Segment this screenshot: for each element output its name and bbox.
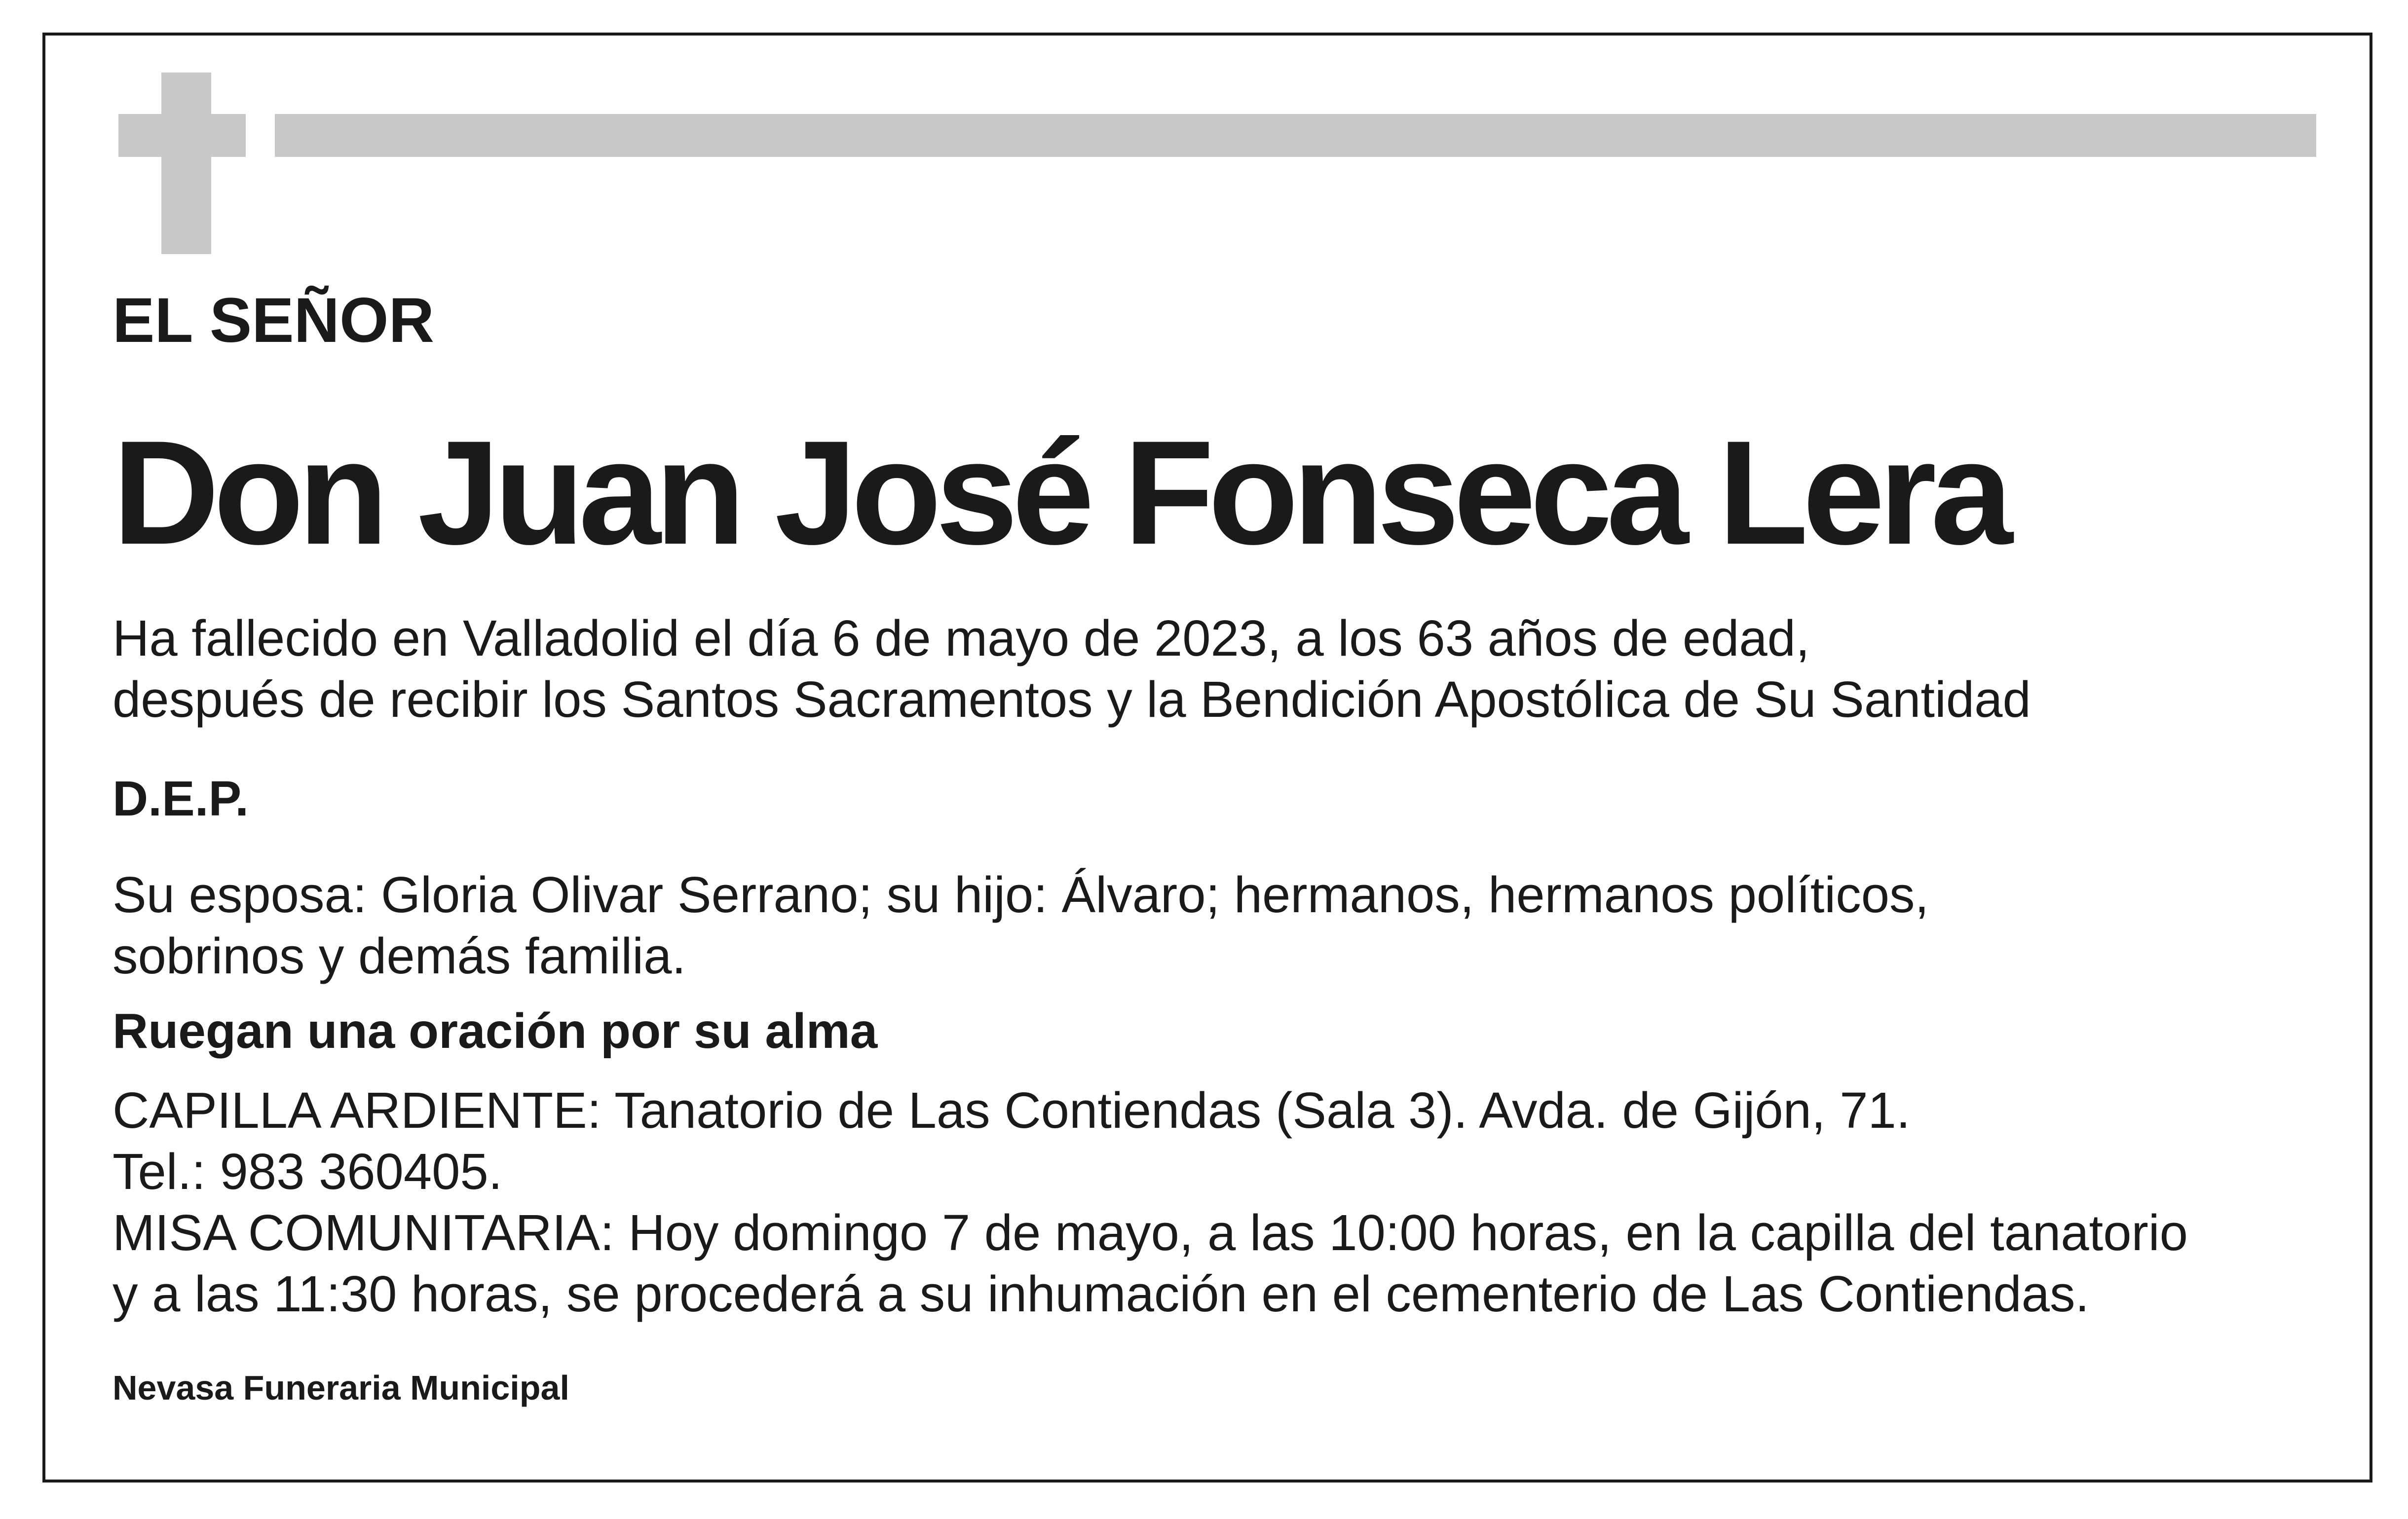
service-line: CAPILLA ARDIENTE: Tanatorio de Las Contiendas (Sala 3). Avda. de Gijón, 71. xyxy=(113,1082,1911,1139)
announcement-line: después de recibir los Santos Sacramentos y la Bendición Apostólica de Su Santidad xyxy=(113,671,2031,728)
funeral-home: Nevasa Funeraria Municipal xyxy=(113,1369,569,1407)
dep-label: D.E.P. xyxy=(113,771,249,826)
service-line: y a las 11:30 horas, se procederá a su inhumación en el cementerio de Las Contiendas. xyxy=(113,1265,2090,1322)
family-paragraph xyxy=(113,864,1929,987)
cross-icon xyxy=(161,73,211,254)
service-line: Tel.: 983 360405. xyxy=(113,1143,503,1200)
deceased-name: Don Juan José Fonseca Lera xyxy=(113,409,2007,575)
header-divider-bar xyxy=(275,114,2316,157)
death-announcement xyxy=(113,608,2031,730)
service-details xyxy=(113,1080,2188,1325)
announcement-line: Ha fallecido en Valladolid el día 6 de mayo de 2023, a los 63 años de edad, xyxy=(113,610,1810,667)
family-line: sobrinos y demás familia. xyxy=(113,927,686,984)
family-line: Su esposa: Gloria Olivar Serrano; su hijo: Álvaro; hermanos, hermanos políticos, xyxy=(113,866,1929,923)
service-line: MISA COMUNITARIA: Hoy domingo 7 de mayo, a las 10:00 horas, en la capilla del tanatorio xyxy=(113,1204,2188,1261)
cross-icon-arm xyxy=(118,114,246,157)
prayer-request: Ruegan una oración por su alma xyxy=(113,1003,878,1059)
title-label: EL SEÑOR xyxy=(113,285,434,356)
